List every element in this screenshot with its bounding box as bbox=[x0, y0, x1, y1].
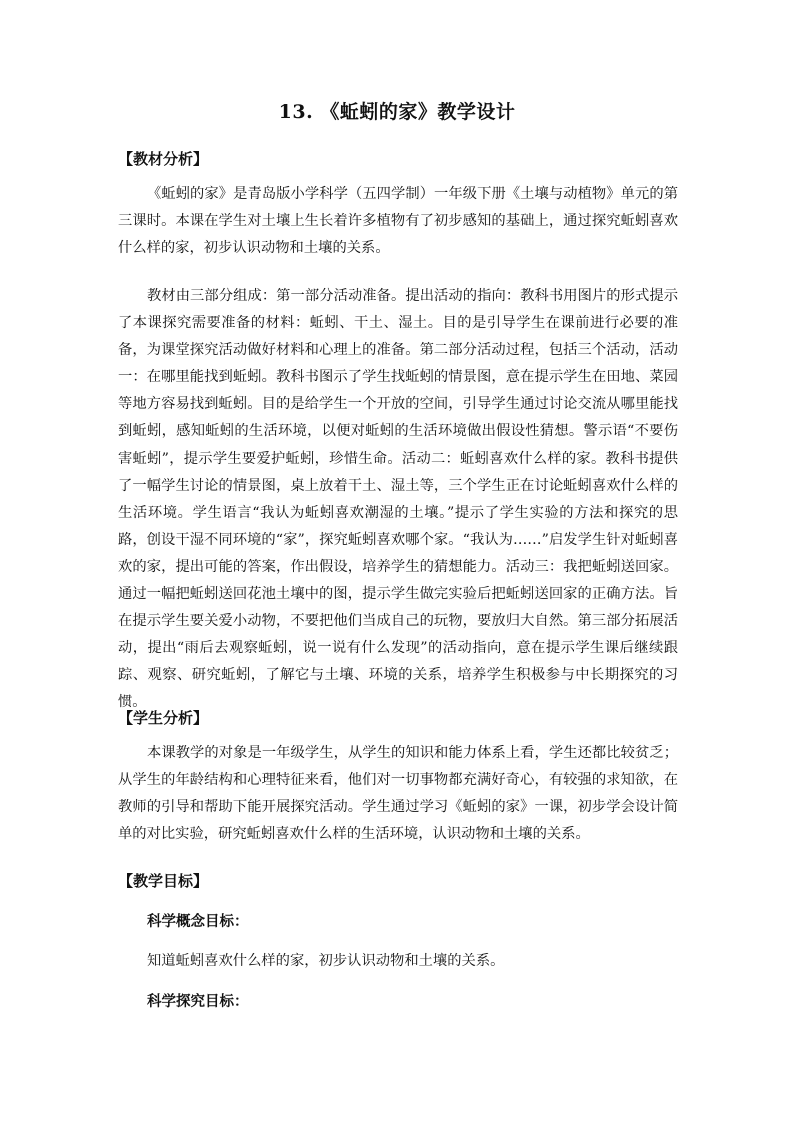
goal-text-science-concept: 知道蚯蚓喜欢什么样的家，初步认识动物和土壤的关系。 bbox=[147, 953, 505, 969]
section-heading-teaching-goals: 【教学目标】 bbox=[118, 872, 209, 890]
section-heading-textbook-analysis: 【教材分析】 bbox=[118, 150, 209, 168]
section-heading-student-analysis: 【学生分析】 bbox=[118, 709, 209, 727]
goal-label-science-concept: 科学概念目标： bbox=[147, 913, 249, 930]
paragraph-textbook-intro: 《蚯蚓的家》是青岛版小学科学（五四学制）一年级下册《土壤与动植物》单元的第三课时。本课在学生对土壤上生长着许多植物有了初步感知的基础上，通过探究蚯蚓喜欢什么样的家，初步认识动物和土壤的关系。 bbox=[118, 186, 678, 257]
goal-label-science-inquiry: 科学探究目标： bbox=[147, 993, 249, 1010]
document-title: 13. 《蚯蚓的家》教学设计 bbox=[278, 101, 516, 123]
paragraph-student-analysis: 本课教学的对象是一年级学生，从学生的知识和能力体系上看，学生还都比较贫乏；从学生的年龄结构和心理特征来看，他们对一切事物都充满好奇心，有较强的求知欲，在教师的引导和帮助下能开展探究活动。学生通过学习《蚯蚓的家》一课，初步学会设计简单的对比实验，研究蚯蚓喜欢什么样的生活环境，认识动物和土壤的关系。 bbox=[118, 745, 678, 843]
paragraph-textbook-structure: 教材由三部分组成：第一部分活动准备。提出活动的指向：教科书用图片的形式提示了本课探究需要准备的材料：蚯蚓、干土、湿土。目的是引导学生在课前进行必要的准备，为课堂探究活动做好材料和心理上的准备。第二部分活动过程，包括三个活动，活动一：在哪里能找到蚯蚓。教科书图示了学生找蚯蚓的情景图，意在提示学生在田地、菜园等地方容易找到蚯蚓。目的是给学生一个开放的空间，引导学生通过讨论交流从哪里能找到蚯蚓，感知蚯蚓的生活环境，以便对蚯蚓的生活环境做出假设性猜想。警示语“不要伤害蚯蚓”，提示学生要爱护蚯蚓，珍惜生命。活动二：蚯蚓喜欢什么样的家。教科书提供了一幅学生讨论的情景图，桌上放着干土、湿土等，三个学生正在讨论蚯蚓喜欢什么样的生活环境。学生语言“我认为蚯蚓喜欢潮湿的土壤。”提示了学生实验的方法和探究的思路，创设干湿不同环境的“家”，探究蚯蚓喜欢哪个家。“我认为……”启发学生针对蚯蚓喜欢的家，提出可能的答案，作出假设，培养学生的猜想能力。活动三：我把蚯蚓送回家。通过一幅把蚯蚓送回花池土壤中的图，提示学生做完实验后把蚯蚓送回家的正确方法。旨在提示学生要关爱小动物，不要把他们当成自己的玩物，要放归大自然。第三部分拓展活动，提出“雨后去观察蚯蚓，说一说有什么发现”的活动指向，意在提示学生课后继续跟踪、观察、研究蚯蚓，了解它与土壤、环境的关系，培养学生积极参与中长期探究的习惯。 bbox=[118, 288, 678, 711]
